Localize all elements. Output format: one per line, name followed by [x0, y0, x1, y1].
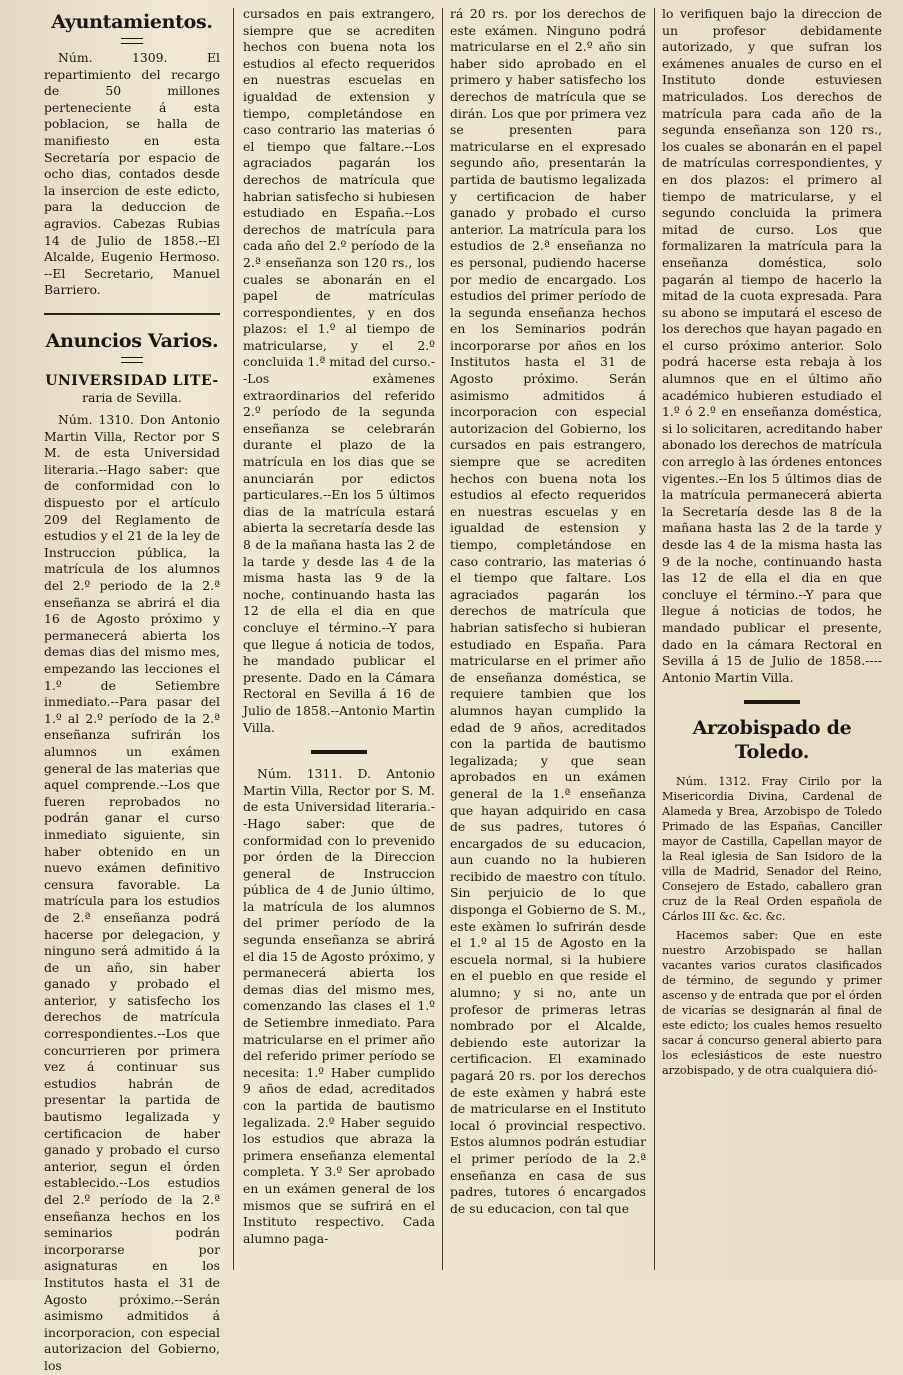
double-rule-ornament — [121, 357, 143, 363]
notice-1311-continued: rá 20 rs. por los derechos de este exámen. Ninguno podrá matricularse en el 2.º año sin haber sido aprobado en el primero y haber satisfecho los derechos de matrícula que se dirán. Los que por primera vez se presenten para matricularse en el expresado segundo año, presentarán la partida de bautismo legalizada y certificacion de haber ganado y probado el curso anterior. La matrícula para los estudios de 2.ª enseñanza no es personal, pudiendo hacerse por medio de encargado. Los estudios del primer período de la segunda enseñanza hechos en los Seminarios podrán incorporarse por años en los Institutos hasta el 31 de Agosto próximo. Serán asimismo admitidos á incorporacion con especial autorizacion del Gobierno, los cursados en pais estrangero, siempre que se acrediten hechos con buena nota los estudios al efecto requeridos en nuestras escuelas y en igualdad de estension y tiempo, completándose en caso contrario, las materias ó el tiempo que faltare. Los agraciados pagarán los derechos de matrícula que habrian satisfecho si hubieran estudiado en España. Para matricularse en el primer año de enseñanza doméstica, se requiere tambien que los alumnos hayan cumplido la edad de 9 años, acreditados con la partida de bautismo legalizada; y que sean aprobados en un exámen general de la 1.ª enseñanza que hayan adquirido en casa de sus padres, tutores ó encargados de su educacion, aun cuando no la hubieren recibido de maestro con título. Sin perjuicio de lo que disponga el Gobierno de S. M., este exàmen lo sufrirán desde el 1.º al 15 de Agosto en la escuela normal, si la hubiere en el pueblo en que reside el alumno; y si no, ante un profesor de primeras letras nombrado por el Alcalde, debiendo este autorizar la certificacion. El examinado pagará 20 rs. por los derechos de este exàmen y habrá este de matricularse en el Instituto local ó provincial respectivo. Estos alumnos podrán estudiar el primer período de la 2.ª enseñanza en casa de sus padres, tutores ó encargados de su educacion, con tal que — [450, 6, 646, 1216]
notice-1310-continued: cursados en pais extrangero, siempre que se acrediten hechos con buena nota los estudios al efecto requeridos en nuestras escuelas en igualdad de extension y tiempo, completándose en caso contrario las materias ó el tiempo que faltare.--Los agraciados pagarán los derechos de matrícula que habrian satisfecho si hubiesen estudiado en España.--Los derechos de matrícula para cada año del 2.º período de la 2.ª enseñanza son 120 rs., los cuales se abonarán en el papel de matrículas correspondientes, y en dos plazos: el 1.º al tiempo de matricularse, y el 2.º concluida 1.ª mitad del curso.--Los exàmenes extraordinarios del referido 2.º período de la segunda enseñanza se celebrarán durante el plazo de la matrícula en los dias que se anunciarán por edictos particulares.--En los 5 últimos dias de la matrícula estará abierta la secretaría desde las 8 de la mañana hasta las 2 de la tarde y desde las 4 de la misma hasta las 9 de la noche, continuando hasta las 12 de ella el dia en que concluye el término.--Y para que llegue á noticia de todos, he mandado publicar el presente. Dado en la Cámara Rectoral en Sevilla á 16 de Julio de 1858.--Antonio Martin Villa. — [243, 6, 435, 735]
notice-1311-conclusion: lo verifiquen bajo la direccion de un profesor debidamente autorizado, y que sufran los exámenes anuales de curso en el Instituto donde estuviesen matriculados. Los derechos de matrícula para cada año de la segunda enseñanza son 120 rs., los cuales se abonarán en el papel de matrículas correspondientes, y en dos plazos: el primero al tiempo de matricularse, y el segundo concluida la primera mitad de curso. Los que formalizaren la matrícula para la enseñanza doméstica, solo pagarán al tiempo de hacerlo la mitad de la cuota expresada. Para su abono se imputará el esceso de los derechos que hayan pagado en el curso próximo anterior. Solo podrá hacerse esta rebaja à los alumnos que en el último año académico hubieren estudiado el 1.º ó 2.º en enseñanza doméstica, si lo solicitaren, acreditando haber abonado los derechos de matrícula con arreglo à las órdenes entonces vigentes.--En los 5 últimos dias de la matrícula permanecerá abierta la Secretaría desde las 8 de la mañana hasta las 2 de la tarde y desde las 4 de la misma hasta las 9 de la noche, continuando hasta las 12 de ella el dia en que concluye el término.--Y para que llegue á noticias de todos, he mandado publicar el presente, dado en la cámara Rectoral en Sevilla á 15 de Julio de 1858.----Antonio Martin Villa. — [662, 6, 882, 685]
column-rule — [442, 8, 443, 1270]
column-1 — [44, 6, 220, 1373]
section-separator — [44, 313, 220, 315]
column-3 — [450, 6, 646, 1274]
notice-1310: Núm. 1310. Don Antonio Martin Villa, Rector por S M. de esta Universidad literaria.--Hago saber: que de conformidad con lo dispuesto por el artículo 209 del Reglamento de estudios y el 21 de la ley de Instruccion pública, la matrícula de los alumnos del 2.º periodo de la 2.ª enseñanza se abrirá el dia 16 de Agosto próximo y permanecerá abierta los demas dias del mismo mes, empezando las lecciones el 1.º de Setiembre inmediato.--Para pasar del 1.º al 2.º período de la 2.ª enseñanza sufrirán los alumnos un exámen general de las materias que aquel comprende.--Los que fueren reprobados no podrán ganar el curso inmediato siguiente, sin haber obtenido en un nuevo exámen definitivo censura favorable. La matrícula para los estudios de 2.ª enseñanza podrá hacerse por delegacion, y ninguno será admitido á la de un año, sin haber ganado y probado el anterior, y satisfecho los derechos de matrícula correspondientes.--Los que concurrieren por primera vez á continuar sus estudios habrán de presentar la partida de bautismo legalizada y certificacion de haber ganado y probado el curso anterior, segun el órden establecido.--Los estudios del 2.º período de la 2.ª enseñanza hechos en los seminarios podrán incorporarse por asignaturas en los Institutos hasta el 31 de Agosto próximo.--Serán asimismo admitidos á incorporacion, con especial autorizacion del Gobierno, los — [44, 412, 220, 1373]
notice-1312: Núm. 1312. Fray Cirilo por la Misericordia Divina, Cardenal de Alameda y Brea, Arzobispo de Toledo Primado de las Españas, Canciller mayor de Castilla, Capellan mayor de la Real iglesia de San Isidoro de la villa de Madrid, Senador del Reino, Consejero de Estado, caballero gran cruz de la Real Orden española de Cárlos III &c. &c. &c. — [662, 775, 882, 924]
notice-1311: Núm. 1311. D. Antonio Martin Villa, Rector por S. M. de esta Universidad literaria.--Hago saber: que de conformidad con lo prevenido por órden de la Direccion general de Instruccion pública de 4 de Junio último, la matrícula de los alumnos del primer período de la segunda enseñanza se abrirá el dia 15 de Agosto próximo, y permanecerá abierta los demas dias del mismo mes, comenzando las clases el 1.º de Setiembre inmediato. Para matricularse en el primer año del referido primer período se necesita: 1.º Haber cumplido 9 años de edad, acreditados con la partida de bautismo legalizada. 2.º Haber seguido los estudios que abraza la primera enseñanza elemental completa. Y 3.º Ser aprobado en un exámen general de los mismos que se sufrirá en el Instituto respectivo. Cada alumno paga- — [243, 766, 435, 1246]
short-bar-separator — [744, 700, 800, 704]
universidad-subtitle: raria de Sevilla. — [82, 389, 182, 405]
column-2 — [243, 6, 435, 1274]
universidad-title: UNIVERSIDAD LITE- — [45, 372, 219, 389]
hacemos-saber-text: Hacemos saber: Que en este nuestro Arzobispado se hallan vacantes varios curatos clasificados de término, de segundo y primer ascenso y de entrada que por el órden de vicarías se designarán al final de este edicto; los cuales hemos resuelto sacar á concurso general abierto para los eclesiásticos de este nuestro arzobispado, y de otra cualquiera dió- — [662, 929, 882, 1078]
short-bar-separator — [311, 750, 367, 754]
column-rule — [233, 8, 234, 1270]
column-rule — [654, 8, 655, 1270]
column-4 — [662, 6, 882, 1274]
ayuntamientos-heading: Ayuntamientos. — [51, 11, 213, 33]
double-rule-ornament — [121, 38, 143, 44]
notice-1309: Núm. 1309. El repartimiento del recargo de 50 millones perteneciente á esta poblacion, se halla de manifiesto en esta Secretaría por espacio de ocho dias, contados desde la insercion de este edicto, para la deduccion de agravios. Cabezas Rubias 14 de Julio de 1858.--El Alcalde, Eugenio Hermoso. --El Secretario, Manuel Barriero. — [44, 50, 220, 298]
anuncios-heading: Anuncios Varios. — [45, 329, 219, 352]
arzobispado-heading: Arzobispado de Toledo. — [692, 717, 852, 764]
